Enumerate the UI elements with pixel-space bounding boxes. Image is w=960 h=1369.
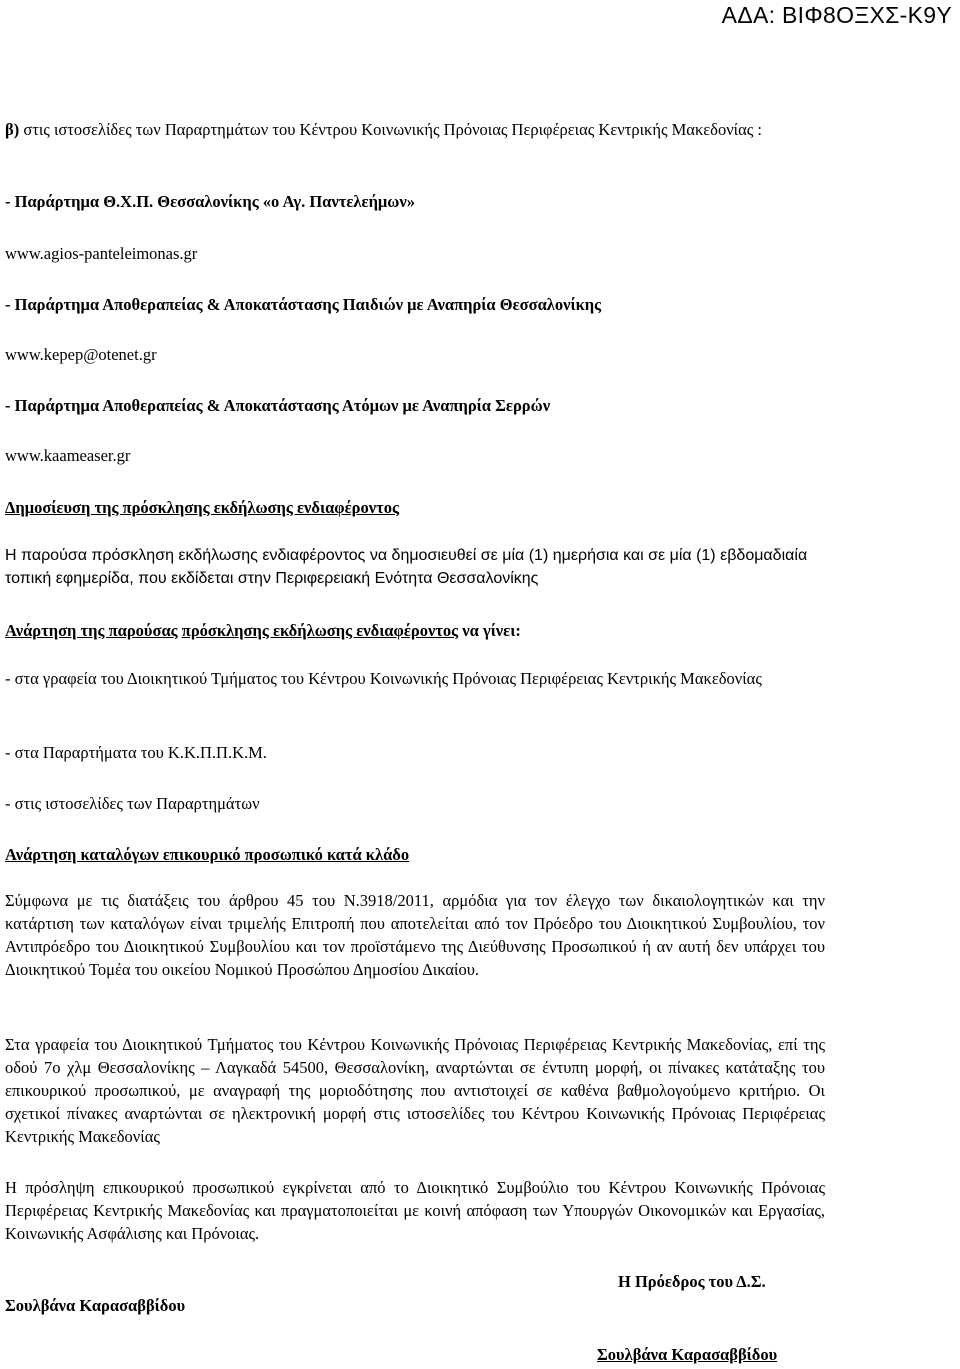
ada-code: ΑΔΑ: ΒΙΦ8ΟΞΧΣ-Κ9Υ: [721, 2, 952, 28]
section-b-text: στις ιστοσελίδες των Παραρτημάτων του Κέντρου Κοινωνικής Πρόνοιας Περιφέρειας Κεντρικής Μακεδονίας :: [19, 120, 762, 139]
posting-item-3: - στις ιστοσελίδες των Παραρτημάτων: [5, 794, 260, 813]
branch-title-3: - Παράρτημα Αποθεραπείας & Αποκατάστασης Ατόμων με Αναπηρία Σερρών: [5, 396, 551, 415]
catalogues-para-2: Στα γραφεία του Διοικητικού Τμήματος του Κέντρου Κοινωνικής Πρόνοιας Περιφέρειας Κεντρικής Μακεδονίας, επί της οδού 7ο χλμ Θεσσαλονίκης – Λαγκαδά 54500, Θεσσαλονίκη, αναρτώνται σε έντυπη μορφή, οι πίνακες κατάταξης του επικουρικού προσωπικού, με αναγραφή της μοριοδότησης που αντιστοιχεί σε καθένα βαθμολογούμενο κριτήριο. Οι σχετικοί πίνακες αναρτώνται σε ηλεκτρονική μορφή στις ιστοσελίδες του Κέντρου Κοινωνικής Πρόνοιας Περιφέρειας Κεντρικής Μακεδονίας: [5, 1035, 825, 1146]
branch-url-2: www.kepep@otenet.gr: [5, 345, 157, 364]
catalogues-para-3: Η πρόσληψη επικουρικού προσωπικού εγκρίνεται από το Διοικητικό Συμβούλιο του Κέντρου Κοινωνικής Πρόνοιας Περιφέρειας Κεντρικής Μακεδονίας και πραγματοποιείται με κοινή απόφαση των Υπουργών Οικονομικών και Εργασίας, Κοινωνικής Ασφάλισης και Πρόνοιας.: [5, 1178, 825, 1243]
signature-name-left: Σουλβάνα Καρασαββίδου: [5, 1296, 186, 1315]
posting-item-1: - στα γραφεία του Διοικητικού Τμήματος του Κέντρου Κοινωνικής Πρόνοιας Περιφέρειας Κεντρικής Μακεδονίας: [5, 669, 762, 688]
catalogues-heading: Ανάρτηση καταλόγων επικουρικό προσωπικό κατά κλάδο: [5, 845, 410, 864]
catalogues-para-1: Σύμφωνα με τις διατάξεις του άρθρου 45 του Ν.3918/2011, αρμόδια για τον έλεγχο των δικαιολογητικών και την κατάρτιση των καταλόγων είναι τριμελής Επιτροπή που αποτελείται από τον Πρόεδρο του Διοικητικού Συμβουλίου, τον Αντιπρόεδρο του Διοικητικού Συμβουλίου και τον προϊστάμενο της Διεύθυνσης Προσωπικού ή αν αυτή δεν υπάρχει του Διοικητικού Τομέα του οικείου Νομικού Προσώπου Δημοσίου Δικαίου.: [5, 891, 825, 979]
signature-name-right: Σουλβάνα Καρασαββίδου: [597, 1345, 778, 1364]
posting-item-2: - στα Παραρτήματα του Κ.Κ.Π.Π.Κ.Μ.: [5, 743, 267, 762]
posting-heading-part1: Ανάρτηση της παρούσας: [5, 621, 178, 640]
branch-title-2: - Παράρτημα Αποθεραπείας & Αποκατάστασης Παιδιών με Αναπηρία Θεσσαλονίκης: [5, 295, 602, 314]
signature-role: Η Πρόεδρος του Δ.Σ.: [618, 1272, 766, 1291]
section-b-marker: β): [5, 120, 20, 139]
branch-url-1: www.agios-panteleimonas.gr: [5, 244, 198, 263]
posting-heading-part3: να γίνει:: [458, 621, 521, 640]
publication-heading: Δημοσίευση της πρόσκλησης εκδήλωσης ενδιαφέροντος: [5, 498, 399, 517]
posting-heading: [5, 619, 825, 642]
branch-title-1: - Παράρτημα Θ.Χ.Π. Θεσσαλονίκης «ο Αγ. Παντελεήμων»: [5, 192, 415, 211]
posting-heading-part2: πρόσκλησης εκδήλωσης ενδιαφέροντος: [181, 621, 459, 640]
branch-url-3: www.kaameaser.gr: [5, 446, 131, 465]
publication-text: Η παρούσα πρόσκληση εκδήλωσης ενδιαφέροντος να δημοσιευθεί σε μία (1) ημερήσια και σε μία (1) εβδομαδιαία τοπική εφημερίδα, που εκδίδεται στην Περιφερειακή Ενότητα Θεσσαλονίκης: [5, 547, 808, 587]
section-b-intro: [5, 118, 825, 141]
